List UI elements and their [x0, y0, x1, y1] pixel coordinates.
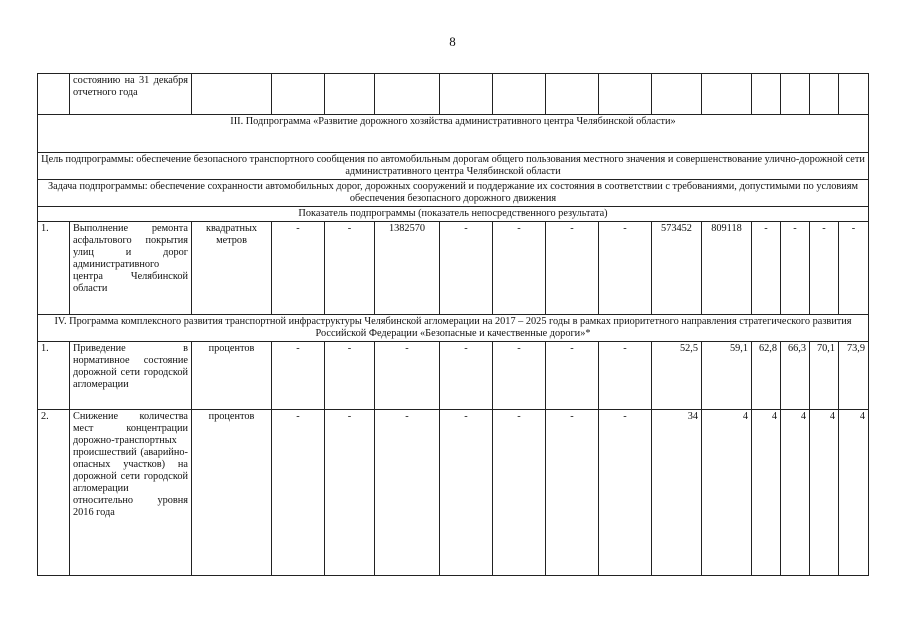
subprogram-goal: Цель подпрограммы: обеспечение безопасного транспортного сообщения по автомобильным дорогам общего пользования местного значения и совершенствование улично-дорожной сети административного центра Челябинской области: [38, 153, 869, 180]
continuation-row: [38, 74, 869, 115]
value-cell: 59,1: [702, 342, 752, 410]
value-cell: -: [440, 410, 493, 576]
value-cell: -: [440, 342, 493, 410]
value-cell: 70,1: [810, 342, 839, 410]
value-cell: -: [546, 342, 599, 410]
indicator-table: [37, 73, 869, 576]
value-cell: 4: [781, 410, 810, 576]
indicator-header-row: [38, 207, 869, 222]
indicator-name: состоянию на 31 декабря отчетного года: [70, 74, 192, 115]
value-cell: -: [272, 222, 325, 315]
value-cell: -: [546, 410, 599, 576]
section-heading-row: [38, 115, 869, 153]
indicator-name: Выполнение ремонта асфальтового покрытия улиц и дорог административного центра Челябинской области: [70, 222, 192, 315]
task-row: [38, 180, 869, 207]
value-cell: 34: [652, 410, 702, 576]
value-cell: 52,5: [652, 342, 702, 410]
unit-cell: процентов: [192, 342, 272, 410]
row-number: 1.: [38, 342, 70, 410]
row-number-cell: [38, 74, 70, 115]
value-cell: 809118: [702, 222, 752, 315]
value-cell: -: [839, 222, 869, 315]
unit-cell: процентов: [192, 410, 272, 576]
table-row: [38, 410, 869, 576]
value-cell: 4: [839, 410, 869, 576]
value-cell: 73,9: [839, 342, 869, 410]
value-cell: 1382570: [375, 222, 440, 315]
section-heading: III. Подпрограмма «Развитие дорожного хозяйства административного центра Челябинской области»: [38, 115, 869, 153]
value-cell: -: [493, 342, 546, 410]
value-cell: -: [325, 410, 375, 576]
row-number: 2.: [38, 410, 70, 576]
value-cell: -: [599, 342, 652, 410]
goal-row: [38, 153, 869, 180]
table-row: [38, 342, 869, 410]
value-cell: -: [493, 410, 546, 576]
value-cell: 4: [702, 410, 752, 576]
value-cell: -: [546, 222, 599, 315]
table-row: [38, 222, 869, 315]
value-cell: 66,3: [781, 342, 810, 410]
section-heading: IV. Программа комплексного развития транспортной инфраструктуры Челябинской агломерации на 2017 – 2025 годы в рамках приоритетного направления стратегического развития Российской Федерации «Безопасные и качественные дороги»*: [38, 315, 869, 342]
unit-cell: [192, 74, 272, 115]
value-cell: -: [810, 222, 839, 315]
value-cell: -: [325, 222, 375, 315]
section-heading-row: [38, 315, 869, 342]
indicator-name: Приведение в нормативное состояние дорожной сети городской агломерации: [70, 342, 192, 410]
value-cell: 573452: [652, 222, 702, 315]
value-cell: -: [375, 410, 440, 576]
value-cell: -: [781, 222, 810, 315]
value-cell: -: [325, 342, 375, 410]
indicator-header: Показатель подпрограммы (показатель непосредственного результата): [38, 207, 869, 222]
value-cell: 4: [752, 410, 781, 576]
value-cell: -: [272, 342, 325, 410]
value-cell: 62,8: [752, 342, 781, 410]
value-cell: -: [440, 222, 493, 315]
value-cell: -: [599, 410, 652, 576]
value-cell: -: [375, 342, 440, 410]
value-cell: -: [752, 222, 781, 315]
value-cell: -: [272, 410, 325, 576]
row-number: 1.: [38, 222, 70, 315]
unit-cell: квадратных метров: [192, 222, 272, 315]
subprogram-task: Задача подпрограммы: обеспечение сохранности автомобильных дорог, дорожных сооружений и поддержание их состояния в соответствии с требованиями, допустимыми по условиям обеспечения безопасного дорожного движения: [38, 180, 869, 207]
value-cell: -: [599, 222, 652, 315]
value-cell: -: [493, 222, 546, 315]
value-cell: 4: [810, 410, 839, 576]
page-number: 8: [449, 34, 456, 49]
indicator-name: Снижение количества мест концентрации дорожно-транспортных происшествий (аварийно-опасных участков) на дорожной сети городской агломерации относительно уровня 2016 года: [70, 410, 192, 576]
